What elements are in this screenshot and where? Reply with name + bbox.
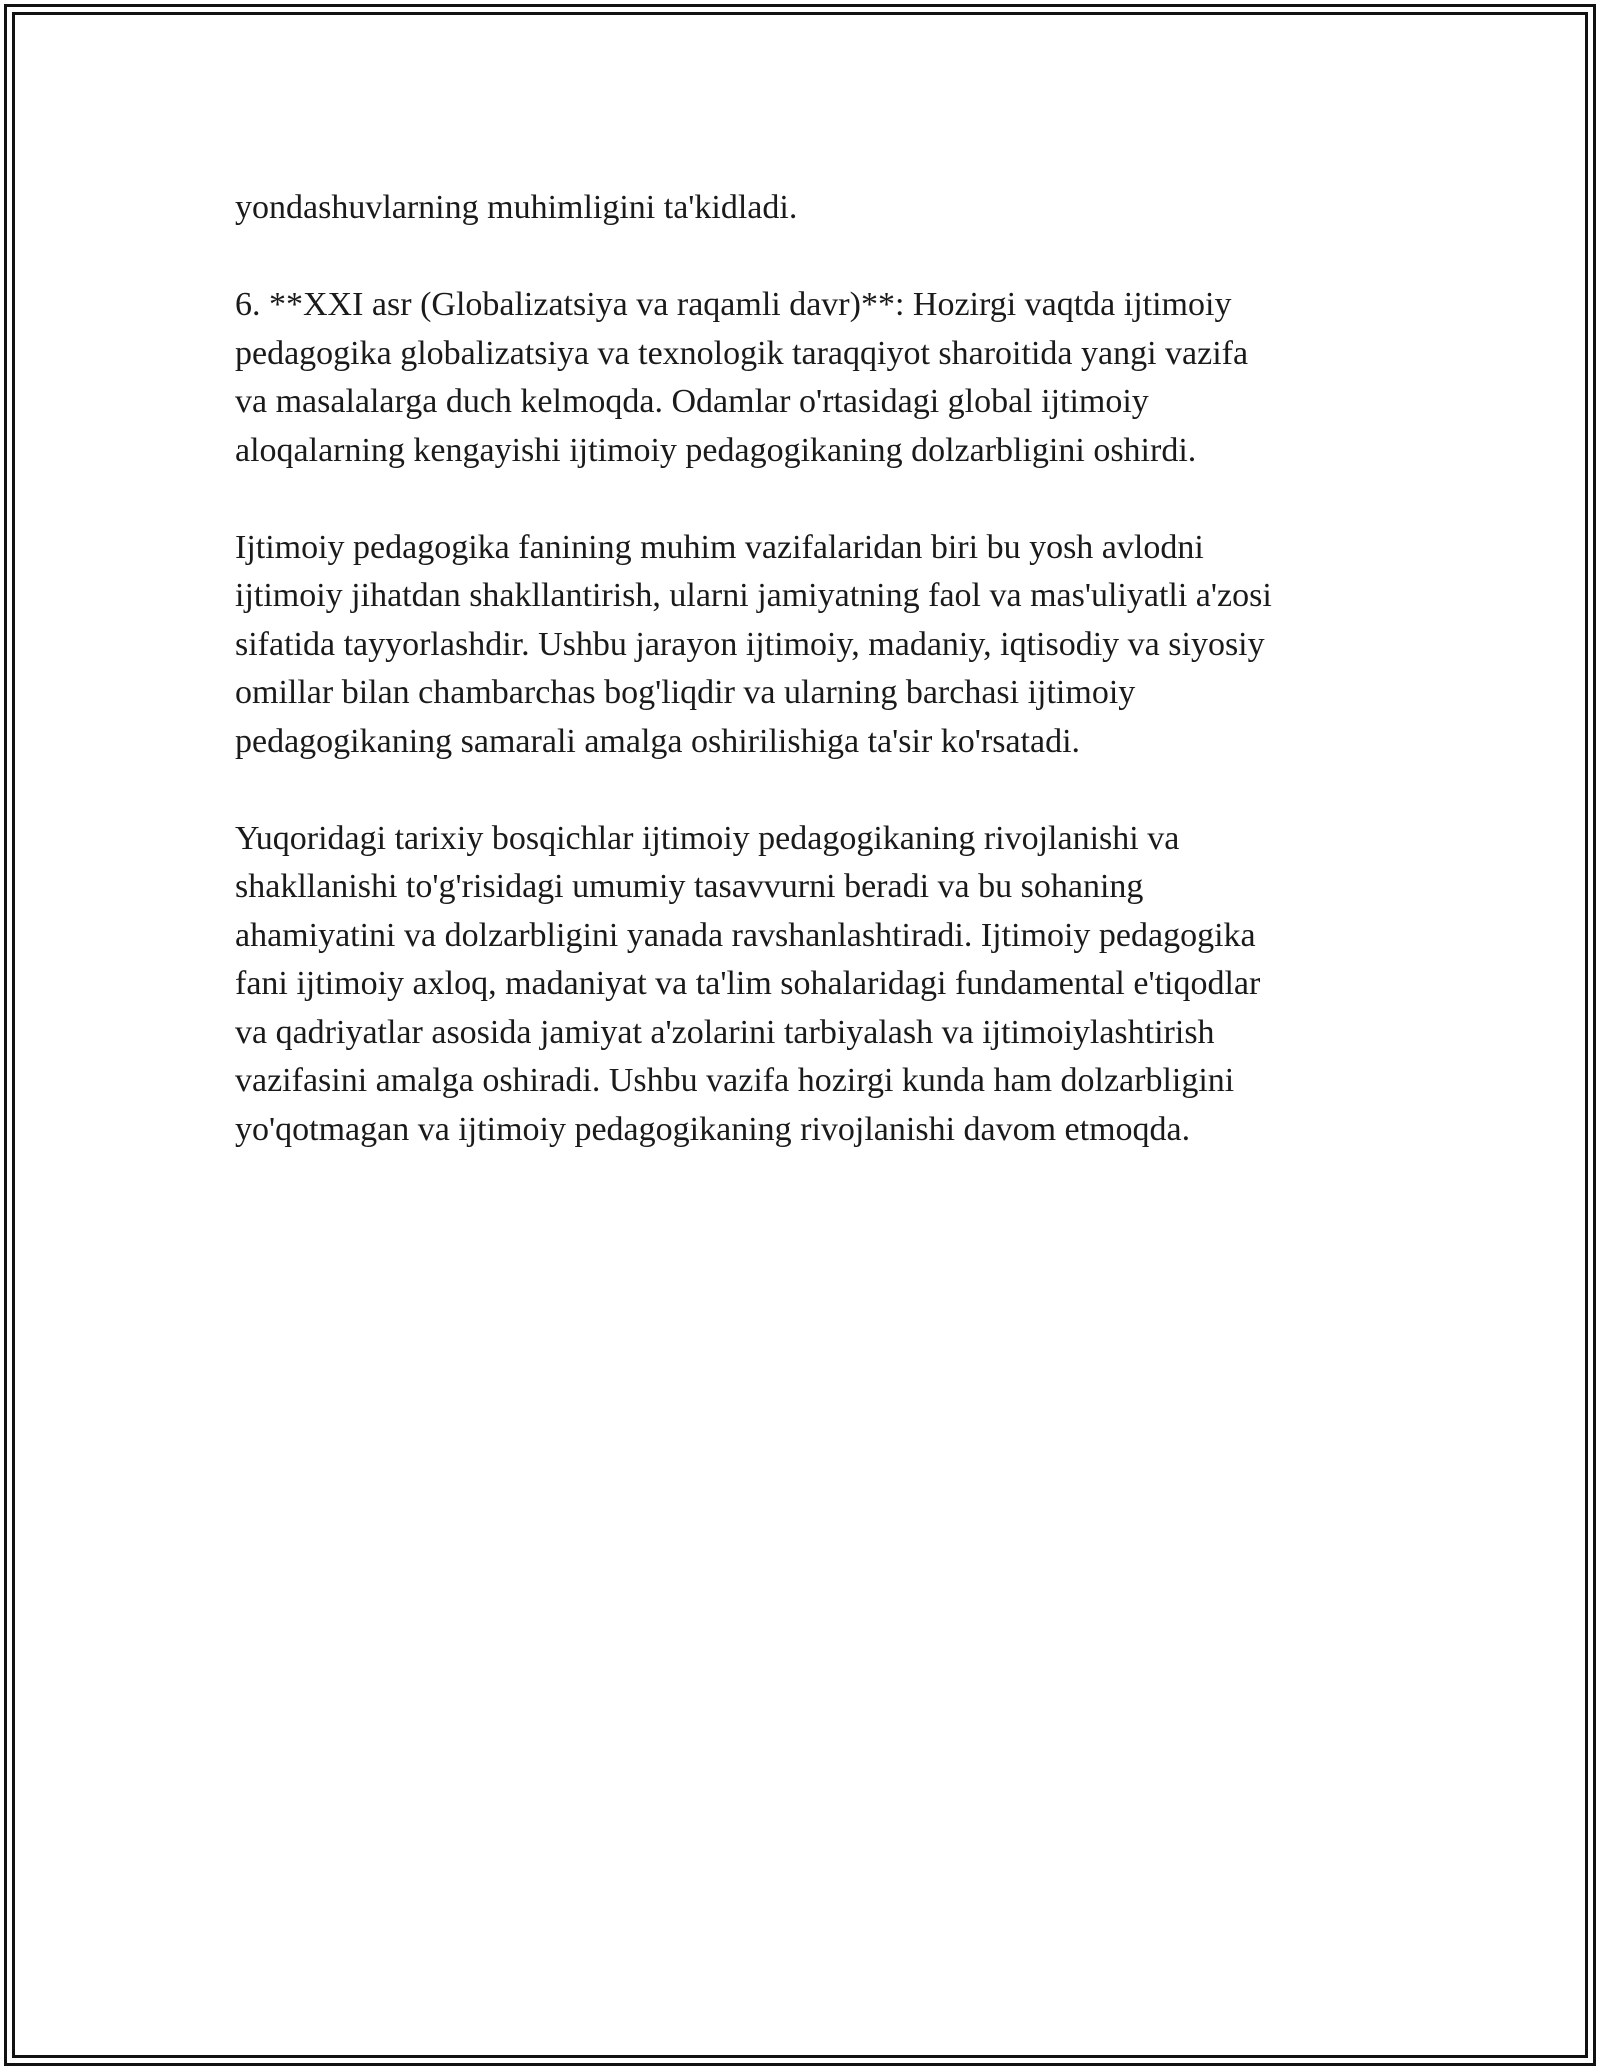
paragraph-continuation: yondashuvlarning muhimligini ta'kidladi. xyxy=(235,189,798,226)
paragraph-xxi-century: 6. **XXI asr (Globalizatsiya va raqamli davr)**: Hozirgi vaqtda ijtimoiy pedagogika globalizatsiya va texnologik taraqqiyot sharoitida yangi vazifa va masalalarga duch kelmoqda. Odamlar o'rtasidagi global ijtimoiy aloqalarning kengayishi ijtimoiy pedagogikaning dolzarbligini oshirdi. xyxy=(235,286,1249,469)
paragraph-conclusion: Yuqoridagi tarixiy bosqichlar ijtimoiy pedagogikaning rivojlanishi va shakllanishi to'g'risidagi umumiy tasavvurni beradi va bu sohaning ahamiyatini va dolzarbligini yanada ravshanlashtiradi. Ijtimoiy pedagogika fani ijtimoiy axloq, madaniyat va ta'lim sohalaridagi fundamental e'tiqodlar va qadriyatlar asosida jamiyat a'zolarini tarbiyalash va ijtimoiylashtirish vazifasini amalga oshiradi. Ushbu vazifa hozirgi kunda ham dolzarbligini yo'qotmagan va ijtimoiy pedagogikaning rivojlanishi davom etmoqda. xyxy=(235,819,1261,1148)
document-body xyxy=(235,184,1365,1203)
paragraph-social-pedagogy-tasks: Ijtimoiy pedagogika fanining muhim vazifalaridan biri bu yosh avlodni ijtimoiy jihatdan shakllantirish, ularni jamiyatning faol va mas'uliyatli a'zosi sifatida tayyorlashdir. Ushbu jarayon ijtimoiy, madaniy, iqtisodiy va siyosiy omillar bilan chambarchas bog'liqdir va ularning barchasi ijtimoiy pedagogikaning samarali amalga oshirilishiga ta'sir ko'rsatadi. xyxy=(235,528,1272,760)
